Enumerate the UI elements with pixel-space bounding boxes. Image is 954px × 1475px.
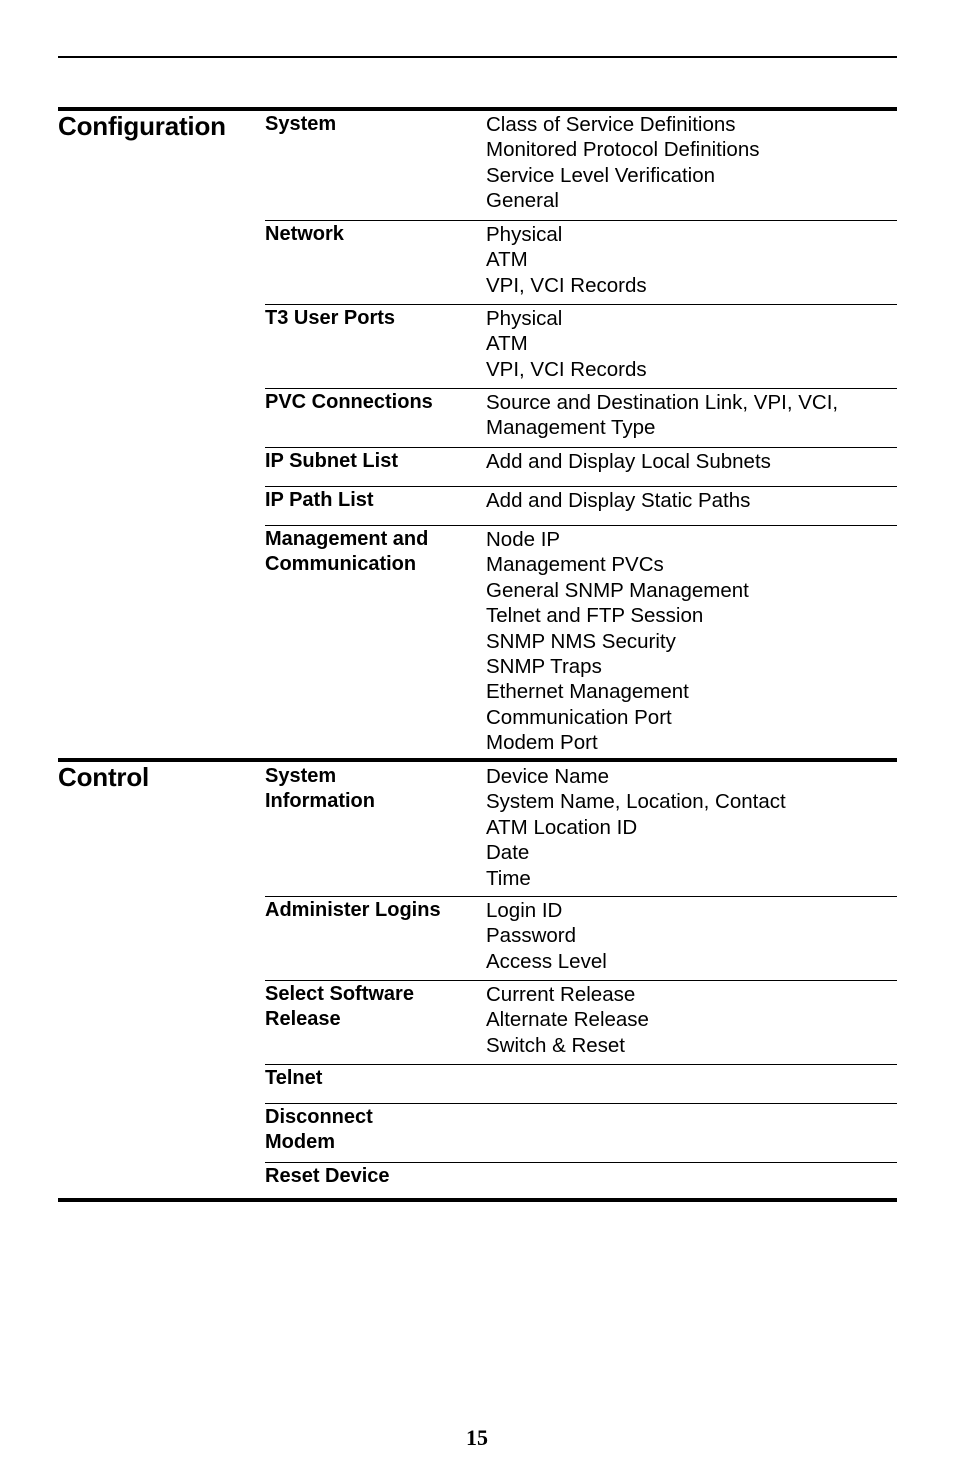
detail-line: Time (486, 866, 531, 890)
detail-line: Modem Port (486, 731, 598, 755)
detail-line: General SNMP Management (486, 578, 749, 602)
detail-line: Device Name (486, 765, 610, 788)
detail-line: Current Release (486, 983, 636, 1006)
item-label: Select Software Release (265, 983, 414, 1030)
item-label: System (265, 113, 337, 135)
item-details (486, 982, 649, 1058)
detail-line: Monitored Protocol Definitions (486, 138, 760, 162)
detail-line: Telnet and FTP Session (486, 604, 704, 628)
detail-line: VPI, VCI Records (486, 273, 647, 297)
table-row (265, 527, 897, 758)
detail-line: ATM (486, 248, 528, 272)
control-section-rule (58, 758, 897, 762)
detail-line: System Name, Location, Contact (486, 790, 786, 814)
table-row (265, 449, 897, 487)
detail-line: ATM Location ID (486, 815, 638, 839)
detail-line: Date (486, 841, 530, 865)
table-row (265, 222, 897, 305)
item-details (486, 306, 647, 382)
table-bottom-rule (58, 1198, 897, 1202)
item-label: IP Path List (265, 489, 374, 511)
table-row (265, 1066, 897, 1104)
detail-line: Physical (486, 223, 563, 246)
detail-line: Login ID (486, 899, 563, 922)
item-details (486, 898, 607, 974)
section-title-configuration: Configuration (58, 111, 226, 141)
table-row (265, 306, 897, 389)
detail-line: Physical (486, 307, 563, 330)
table-row (265, 1164, 897, 1198)
detail-line: Communication Port (486, 705, 672, 729)
item-label: Management and Communication (265, 528, 429, 575)
detail-line: Source and Destination Link, VPI, VCI, (486, 391, 839, 414)
item-label: Administer Logins (265, 899, 441, 921)
page-header-rule (58, 56, 897, 58)
item-details (486, 488, 750, 513)
item-label: Reset Device (265, 1165, 390, 1187)
item-label: System Information (265, 765, 375, 812)
detail-line: Management Type (486, 416, 656, 440)
section-title-control: Control (58, 762, 150, 792)
item-label: PVC Connections (265, 391, 433, 413)
detail-line: Node IP (486, 528, 561, 551)
item-details (486, 222, 647, 298)
detail-line: VPI, VCI Records (486, 357, 647, 381)
table-row (265, 898, 897, 981)
page-number: 15 (466, 1425, 488, 1450)
item-details (486, 527, 749, 756)
item-label: Network (265, 223, 344, 245)
item-details (486, 112, 759, 214)
detail-line: Access Level (486, 949, 607, 973)
item-details (486, 764, 786, 891)
item-label: T3 User Ports (265, 307, 396, 329)
detail-line: ATM (486, 332, 528, 356)
item-label: Telnet (265, 1067, 323, 1089)
table-row (265, 764, 897, 897)
detail-line: General (486, 189, 559, 213)
table-row (265, 982, 897, 1065)
detail-line: Add and Display Local Subnets (486, 450, 771, 473)
item-label: Disconnect Modem (265, 1106, 373, 1153)
detail-line: Service Level Verification (486, 163, 716, 187)
detail-line: Class of Service Definitions (486, 113, 736, 136)
detail-line: SNMP NMS Security (486, 629, 676, 653)
detail-line: Alternate Release (486, 1008, 649, 1032)
item-details (486, 449, 771, 474)
table-row (265, 390, 897, 448)
detail-line: Add and Display Static Paths (486, 489, 751, 512)
item-label: IP Subnet List (265, 450, 398, 472)
table-row (265, 1105, 897, 1163)
detail-line: Management PVCs (486, 553, 664, 577)
detail-line: Ethernet Management (486, 680, 689, 704)
detail-line: Password (486, 924, 577, 948)
table-row (265, 488, 897, 526)
detail-line: SNMP Traps (486, 655, 602, 679)
item-details (486, 390, 838, 441)
detail-line: Switch & Reset (486, 1033, 625, 1057)
table-row (265, 112, 897, 221)
